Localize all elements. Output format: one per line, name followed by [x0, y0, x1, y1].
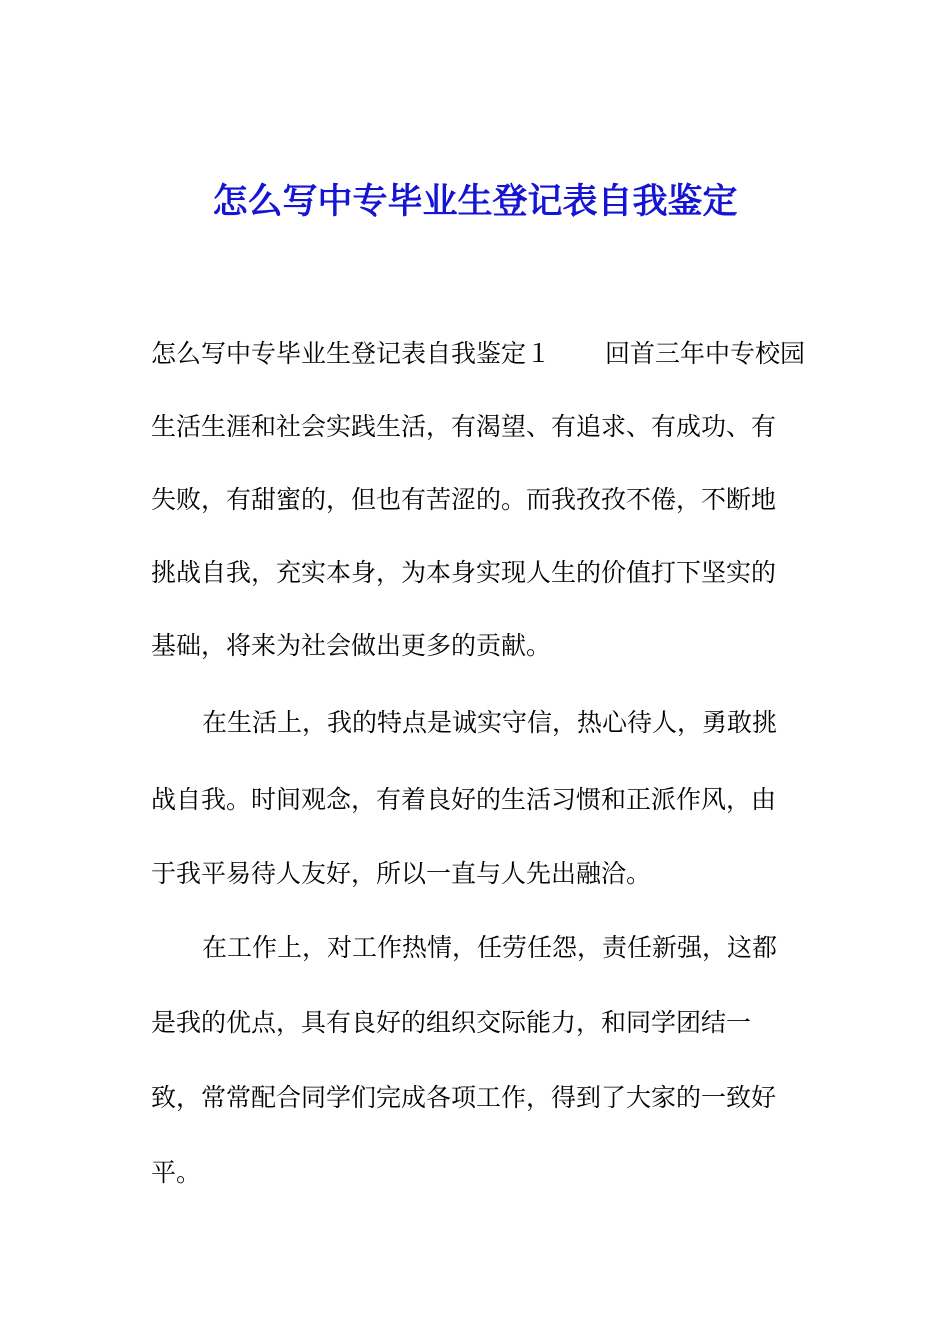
text-line: [151, 336, 805, 372]
text-line: 平。: [151, 1158, 202, 1187]
text-line: 在生活上，我的特点是诚实守信，热心待人，勇敢挑: [202, 708, 778, 737]
text-line: 基础，将来为社会做出更多的贡献。: [151, 631, 552, 660]
section-heading: 怎么写中专毕业生登记表自我鉴定１: [151, 339, 552, 368]
text-line: 致，常常配合同学们完成各项工作，得到了大家的一致好: [151, 1083, 777, 1112]
text-line: 战自我。时间观念，有着良好的生活习惯和正派作风，由: [151, 785, 777, 814]
text-line: 在工作上，对工作热情，任劳任怨，责任新强，这都: [202, 933, 778, 962]
text-line: 生活生涯和社会实践生活，有渴望、有追求、有成功、有: [151, 412, 777, 441]
text-line: 挑战自我，充实本身，为本身实现人生的价值打下坚实的: [151, 558, 777, 587]
document-title: 怎么写中专毕业生登记表自我鉴定: [212, 181, 738, 222]
text-line: 失败，有甜蜜的，但也有苦涩的。而我孜孜不倦，不断地: [151, 485, 777, 514]
text-line: 是我的优点，具有良好的组织交际能力，和同学团结一: [151, 1008, 752, 1037]
paragraph-text: 回首三年中专校园: [605, 339, 806, 368]
text-line: 于我平易待人友好，所以一直与人先出融洽。: [151, 859, 652, 888]
